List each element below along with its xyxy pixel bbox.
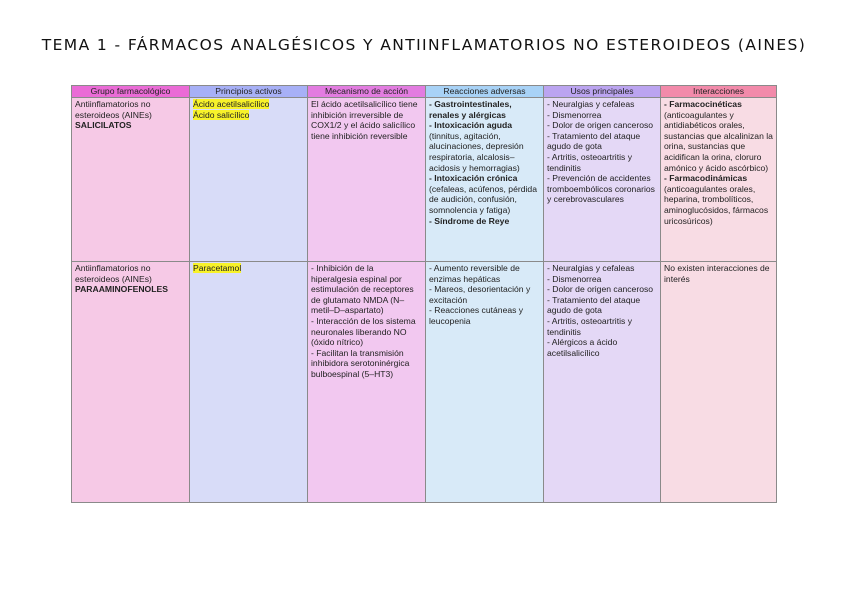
cell-mecanismo: [308, 98, 426, 262]
interaccion-title: - Farmacocinéticas: [664, 99, 742, 109]
cell-interacciones: [661, 262, 777, 503]
uso-item: - Dolor de origen canceroso: [547, 120, 654, 131]
principio-activo: Ácido acetilsalicílico: [193, 99, 270, 109]
principio-activo: Ácido salicílico: [193, 109, 250, 120]
header-grupo: Grupo farmacológico: [72, 86, 190, 98]
aines-table: [71, 85, 777, 503]
cell-grupo: [72, 98, 190, 262]
mecanismo-text: - Inhibición de la hiperalgesia espinal por estimulación de receptores de glutamato NMDA (N–metil–D–aspartato): [311, 263, 414, 316]
reaccion-title: - Síndrome de Reye: [429, 215, 510, 226]
mecanismo-text: El ácido acetilsalicílico tiene inhibición irreversible de COX1/2 y el ácido salicílico tiene inhibición reversible: [311, 99, 418, 141]
uso-item: - Prevención de accidentes tromboembólicos coronarios y cerebrovasculares: [547, 173, 655, 205]
cell-reacciones: [426, 262, 544, 503]
uso-item: - Artritis, osteoartritis y tendinitis: [547, 151, 632, 173]
header-interacciones: Interacciones: [661, 86, 777, 98]
header-principios: Principios activos: [190, 86, 308, 98]
cell-grupo: [72, 262, 190, 503]
reaccion-detail: (tinnitus, agitación, alucinaciones, depresión respiratoria, alcalosis–acidosis y hemorragias): [429, 130, 524, 173]
interaccion-title: - Farmacodinámicas: [664, 173, 748, 184]
interaccion-detail: (anticoagulantes orales, heparina, trombolíticos, aminoglucósidos, fármacos uricosúricos): [664, 183, 769, 226]
cell-usos: [544, 98, 661, 262]
principio-activo: Paracetamol: [193, 263, 242, 273]
cell-mecanismo: [308, 262, 426, 503]
cell-principios: [190, 262, 308, 503]
interaccion-detail: No existen interacciones de interés: [664, 263, 770, 284]
reaccion-detail: - Aumento reversible de enzimas hepáticas: [429, 263, 520, 284]
table-row: [72, 98, 777, 262]
cell-reacciones: [426, 98, 544, 262]
reaccion-title: - Intoxicación aguda: [429, 120, 513, 131]
uso-item: - Neuralgias y cefaleas: [547, 99, 635, 109]
header-usos: Usos principales: [544, 86, 661, 98]
cell-interacciones: [661, 98, 777, 262]
uso-item: - Dismenorrea: [547, 273, 602, 284]
uso-item: - Alérgicos a ácido acetilsalicílico: [547, 337, 618, 358]
uso-item: - Tratamiento del ataque agudo de gota: [547, 130, 641, 152]
cell-principios: [190, 98, 308, 262]
uso-item: - Dolor de origen canceroso: [547, 284, 654, 295]
interaccion-detail: (anticoagulantes y antidiabéticos orales, sustancias que alcalinizan la orina, sustancias que acidifican la orina, cloruro amónico y ácido ascórbico): [664, 109, 773, 173]
uso-item: - Neuralgias y cefaleas: [547, 263, 635, 273]
grupo-text: Antiinflamatorios no esteroideos (AINEs): [75, 263, 152, 284]
uso-item: - Tratamiento del ataque agudo de gota: [547, 294, 641, 316]
mecanismo-text: - Facilitan la transmisión inhibidora serotoninérgica bulboespinal (5–HT3): [311, 347, 410, 379]
grupo-name: PARAAMINOFENOLES: [75, 284, 168, 295]
reaccion-title: - Intoxicación crónica: [429, 173, 518, 184]
grupo-name: SALICILATOS: [75, 120, 132, 131]
header-reacciones: Reacciones adversas: [426, 86, 544, 98]
header-mecanismo: Mecanismo de acción: [308, 86, 426, 98]
header-row: [72, 86, 777, 98]
uso-item: - Artritis, osteoartritis y tendinitis: [547, 315, 632, 337]
page-title: TEMA 1 - FÁRMACOS ANALGÉSICOS Y ANTIINFLAMATORIOS NO ESTEROIDEOS (AINES): [41, 36, 807, 54]
grupo-text: Antiinflamatorios no esteroideos (AINEs): [75, 99, 152, 120]
reaccion-detail: (cefaleas, acúfenos, pérdida de audición, confusión, somnolencia y fatiga): [429, 183, 537, 215]
reaccion-detail: - Mareos, desorientación y excitación: [429, 284, 531, 305]
cell-usos: [544, 262, 661, 503]
uso-item: - Dismenorrea: [547, 109, 602, 120]
table-row: [72, 262, 777, 503]
mecanismo-text: - Interacción de los sistema neuronales liberando NO (óxido nítrico): [311, 315, 416, 348]
reaccion-detail: - Reacciones cutáneas y leucopenia: [429, 305, 524, 326]
reaccion-title: - Gastrointestinales, renales y alérgicas: [429, 99, 512, 120]
